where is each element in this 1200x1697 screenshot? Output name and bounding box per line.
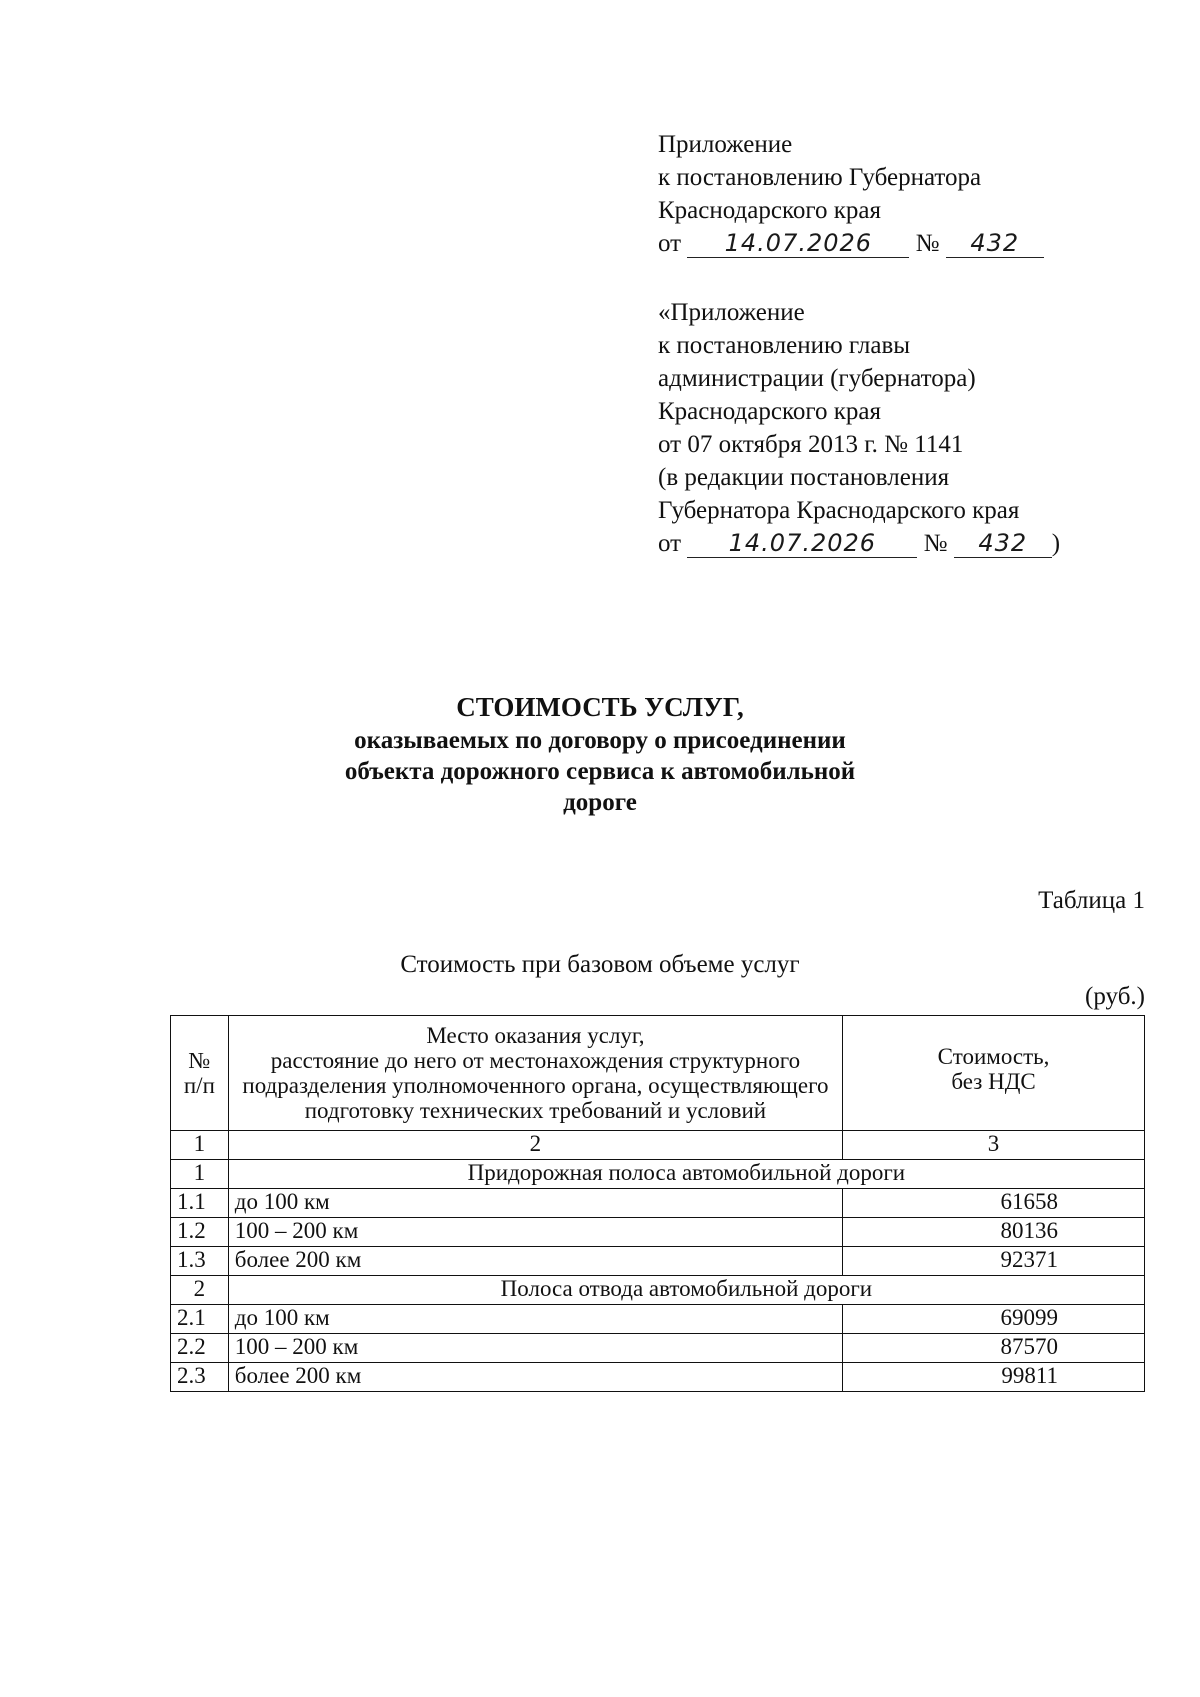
- column-number-row: [171, 1131, 1145, 1160]
- section-row: [171, 1276, 1145, 1305]
- title-line-1: СТОИМОСТЬ УСЛУГ,: [456, 692, 744, 722]
- row-cost: 99811: [843, 1363, 1145, 1392]
- number-prefix: №: [915, 230, 940, 257]
- row-cost: 80136: [843, 1218, 1145, 1247]
- date-prefix: от: [658, 530, 682, 557]
- header-num: [171, 1016, 229, 1131]
- row-num: 2.1: [171, 1305, 229, 1334]
- header-place: [228, 1016, 842, 1131]
- section-row: [171, 1160, 1145, 1189]
- row-place: более 200 км: [228, 1363, 842, 1392]
- col-number: 1: [171, 1131, 229, 1160]
- title-line-3: объекта дорожного сервиса к автомобильной: [344, 758, 856, 785]
- header-place-line: расстояние до него от местонахождения структурного: [270, 1048, 801, 1073]
- appendix-quote-date-line: [658, 527, 1060, 560]
- cost-table: [170, 1015, 1145, 1392]
- handwritten-date: 14.07.2026: [687, 229, 909, 258]
- header-place-line: Место оказания услуг,: [426, 1023, 645, 1048]
- appendix-quote: [658, 296, 1060, 560]
- row-place: 100 – 200 км: [228, 1218, 842, 1247]
- title-line-2: оказываемых по договору о присоединении: [354, 727, 846, 754]
- header-cost: [843, 1016, 1145, 1131]
- table-row: [171, 1305, 1145, 1334]
- appendix-quote-line: (в редакции постановления: [658, 464, 950, 491]
- header-num-line: п/п: [183, 1073, 215, 1098]
- handwritten-date: 14.07.2026: [687, 529, 917, 558]
- row-num: 2.2: [171, 1334, 229, 1363]
- table-row: [171, 1247, 1145, 1276]
- row-place: 100 – 200 км: [228, 1334, 842, 1363]
- table-row: [171, 1218, 1145, 1247]
- handwritten-number: 432: [954, 529, 1052, 558]
- row-num: 2.3: [171, 1363, 229, 1392]
- header-cost-line: Стоимость,: [937, 1044, 1050, 1069]
- section-title: Придорожная полоса автомобильной дороги: [228, 1160, 1144, 1189]
- row-place: до 100 км: [228, 1305, 842, 1334]
- appendix-top: [658, 128, 1044, 260]
- header-place-line: подразделения уполномоченного органа, осуществляющего: [242, 1073, 829, 1098]
- date-prefix: от: [658, 230, 682, 257]
- appendix-quote-line: «Приложение: [658, 299, 805, 326]
- header-cost-line: без НДС: [951, 1069, 1036, 1094]
- table-row: [171, 1334, 1145, 1363]
- appendix-top-date-line: [658, 227, 1044, 260]
- number-prefix: №: [923, 530, 948, 557]
- appendix-quote-line: Губернатора Краснодарского края: [658, 497, 1020, 524]
- header-num-line: №: [188, 1048, 211, 1073]
- row-num: 1.1: [171, 1189, 229, 1218]
- table-row: [171, 1189, 1145, 1218]
- table-row: [171, 1363, 1145, 1392]
- appendix-quote-line: от 07 октября 2013 г. № 1141: [658, 431, 964, 458]
- row-cost: 69099: [843, 1305, 1145, 1334]
- title-line-4: дороге: [563, 789, 637, 816]
- table-header-row: [171, 1016, 1145, 1131]
- appendix-top-line: к постановлению Губернатора: [658, 164, 982, 191]
- appendix-top-line: Краснодарского края: [658, 197, 881, 224]
- row-num: 1.3: [171, 1247, 229, 1276]
- section-title: Полоса отвода автомобильной дороги: [228, 1276, 1144, 1305]
- section-num: 2: [171, 1276, 229, 1305]
- header-place-line: подготовку технических требований и условий: [304, 1098, 767, 1123]
- appendix-quote-line: Краснодарского края: [658, 398, 881, 425]
- row-cost: 92371: [843, 1247, 1145, 1276]
- table-label: Таблица 1: [1038, 887, 1145, 914]
- handwritten-number: 432: [946, 229, 1044, 258]
- appendix-top-line: Приложение: [658, 131, 793, 158]
- row-place: более 200 км: [228, 1247, 842, 1276]
- table-caption: Стоимость при базовом объеме услуг: [400, 951, 800, 978]
- closing-paren: ): [1051, 530, 1061, 557]
- appendix-quote-line: администрации (губернатора): [658, 365, 976, 392]
- section-num: 1: [171, 1160, 229, 1189]
- row-place: до 100 км: [228, 1189, 842, 1218]
- row-cost: 87570: [843, 1334, 1145, 1363]
- row-cost: 61658: [843, 1189, 1145, 1218]
- appendix-quote-line: к постановлению главы: [658, 332, 911, 359]
- unit-label: (руб.): [1085, 983, 1145, 1010]
- document-title: [0, 690, 1200, 818]
- col-number: 3: [843, 1131, 1145, 1160]
- row-num: 1.2: [171, 1218, 229, 1247]
- col-number: 2: [228, 1131, 842, 1160]
